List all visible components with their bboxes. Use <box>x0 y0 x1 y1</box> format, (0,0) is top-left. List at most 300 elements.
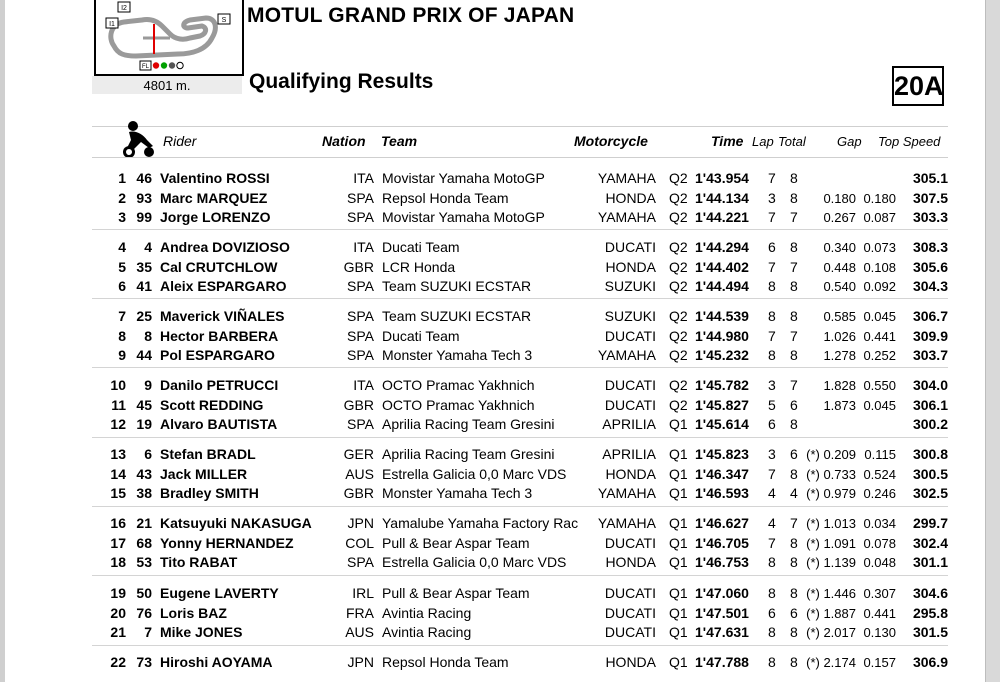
nation-cell: AUS <box>345 465 374 482</box>
gap-to-previous-cell: 0.045 <box>863 309 896 324</box>
motorcycle-cell: DUCATI <box>604 377 656 393</box>
team-cell: Team SUZUKI ECSTAR <box>382 308 532 324</box>
best-lap-cell: 3 <box>768 189 776 206</box>
total-laps-cell: 8 <box>790 278 798 294</box>
group-separator <box>92 229 948 230</box>
rider-number-cell: 6 <box>144 446 152 462</box>
best-lap-cell: 8 <box>768 624 776 640</box>
gap-to-first-cell: 0.540 <box>823 279 856 294</box>
gap-to-previous-cell: 0.092 <box>863 279 896 294</box>
session-cell: Q2 <box>669 327 688 344</box>
total-laps-cell: 4 <box>790 485 798 501</box>
header-total: Total <box>778 134 806 149</box>
top-speed-cell: 306.1 <box>912 396 948 413</box>
table-row <box>0 444 985 464</box>
rider-name-cell: Bradley SMITH <box>160 485 259 501</box>
best-lap-cell: 3 <box>768 377 776 393</box>
lap-time-cell: 1'44.539 <box>695 308 749 324</box>
position-cell: 22 <box>110 654 126 670</box>
group-separator <box>92 506 948 507</box>
rider-name-cell: Jorge LORENZO <box>160 209 271 225</box>
total-laps-cell: 8 <box>790 654 798 670</box>
position-cell: 2 <box>118 189 126 206</box>
rider-number-cell: 9 <box>144 377 152 393</box>
gap-to-first-cell: (*) 2.174 <box>806 655 856 670</box>
top-speed-cell: 300.2 <box>912 416 948 432</box>
nation-cell: SPA <box>347 308 374 324</box>
svg-text:I1: I1 <box>109 21 115 28</box>
team-cell: OCTO Pramac Yakhnich <box>382 377 535 393</box>
gap-to-previous-cell: 0.045 <box>863 397 896 413</box>
session-cell: Q2 <box>669 189 688 206</box>
team-cell: Avintia Racing <box>382 624 472 640</box>
best-lap-cell: 8 <box>768 585 776 601</box>
lap-time-cell: 1'46.593 <box>695 485 749 501</box>
session-cell: Q1 <box>669 554 688 570</box>
best-lap-cell: 4 <box>768 485 776 501</box>
lap-time-cell: 1'44.402 <box>695 258 749 275</box>
table-row <box>0 652 985 672</box>
rider-name-cell: Cal CRUTCHLOW <box>160 258 278 275</box>
header-bottom-rule <box>92 157 948 158</box>
gap-to-previous-cell: 0.550 <box>863 378 896 393</box>
svg-text:S: S <box>221 17 227 24</box>
nation-cell: GER <box>343 446 374 462</box>
lap-time-cell: 1'46.705 <box>695 534 749 551</box>
session-cell: Q2 <box>669 278 688 294</box>
motorcycle-cell: DUCATI <box>604 585 656 601</box>
top-speed-cell: 309.9 <box>912 327 948 344</box>
session-cell: Q2 <box>669 209 688 225</box>
total-laps-cell: 8 <box>790 534 798 551</box>
group-separator <box>92 298 948 299</box>
rider-name-cell: Andrea DOVIZIOSO <box>160 239 290 255</box>
rider-name-cell: Valentino ROSSI <box>160 170 270 186</box>
session-cell: Q1 <box>669 446 688 462</box>
svg-text:I2: I2 <box>121 5 127 12</box>
header-time: Time <box>711 133 744 149</box>
position-cell: 14 <box>110 465 126 482</box>
top-speed-cell: 305.6 <box>912 258 948 275</box>
best-lap-cell: 7 <box>768 258 776 275</box>
top-speed-cell: 307.5 <box>912 189 948 206</box>
table-row <box>0 622 985 642</box>
best-lap-cell: 5 <box>768 396 776 413</box>
gap-to-first-cell: 0.340 <box>823 240 856 255</box>
best-lap-cell: 6 <box>768 239 776 255</box>
event-title: MOTUL GRAND PRIX OF JAPAN <box>247 4 575 27</box>
rider-number-cell: 8 <box>144 327 152 344</box>
rider-number-cell: 21 <box>136 515 152 531</box>
best-lap-cell: 7 <box>768 465 776 482</box>
nation-cell: GBR <box>343 485 374 501</box>
motorcycle-cell: DUCATI <box>604 624 656 640</box>
total-laps-cell: 8 <box>790 624 798 640</box>
rider-name-cell: Pol ESPARGARO <box>160 347 275 363</box>
nation-cell: ITA <box>353 239 374 255</box>
header-team: Team <box>381 133 418 149</box>
best-lap-cell: 8 <box>768 654 776 670</box>
lap-time-cell: 1'47.501 <box>695 604 749 621</box>
top-speed-cell: 302.4 <box>912 534 948 551</box>
session-cell: Q2 <box>669 239 688 255</box>
motorcycle-cell: HONDA <box>605 258 656 275</box>
team-cell: Team SUZUKI ECSTAR <box>382 278 532 294</box>
position-cell: 18 <box>110 554 126 570</box>
gap-to-previous-cell: 0.034 <box>863 516 896 531</box>
total-laps-cell: 6 <box>790 604 798 621</box>
gap-to-previous-cell: 0.157 <box>863 655 896 670</box>
table-row <box>0 414 985 434</box>
finish-marker-icon <box>177 62 183 68</box>
rider-name-cell: Aleix ESPARGARO <box>160 278 287 294</box>
table-row <box>0 237 985 257</box>
lap-time-cell: 1'44.294 <box>695 239 749 255</box>
red-light-icon <box>153 62 159 68</box>
rider-name-cell: Marc MARQUEZ <box>160 189 268 206</box>
rider-number-cell: 53 <box>136 554 152 570</box>
lap-time-cell: 1'44.494 <box>695 278 749 294</box>
nation-cell: SPA <box>347 327 374 344</box>
nation-cell: ITA <box>353 377 374 393</box>
gap-to-first-cell: (*) 0.733 <box>806 466 856 482</box>
nation-cell: JPN <box>347 515 374 531</box>
position-cell: 17 <box>110 534 126 551</box>
nation-cell: AUS <box>345 624 374 640</box>
motorcycle-cell: HONDA <box>605 465 656 482</box>
position-cell: 6 <box>118 278 126 294</box>
rider-number-cell: 4 <box>144 239 152 255</box>
team-cell: Ducati Team <box>382 239 460 255</box>
group-separator <box>92 645 948 646</box>
team-cell: Aprilia Racing Team Gresini <box>382 446 555 462</box>
gap-to-first-cell: (*) 2.017 <box>806 625 856 640</box>
total-laps-cell: 8 <box>790 239 798 255</box>
table-row <box>0 326 985 346</box>
header-lap: Lap <box>752 134 774 149</box>
gap-to-first-cell: 1.828 <box>823 378 856 393</box>
gap-to-previous-cell: 0.048 <box>863 555 896 570</box>
rider-name-cell: Jack MILLER <box>160 465 248 482</box>
rider-name-cell: Alvaro BAUTISTA <box>160 416 278 432</box>
rider-number-cell: 41 <box>136 278 152 294</box>
motorcycle-cell: DUCATI <box>604 396 656 413</box>
top-speed-cell: 304.3 <box>912 278 948 294</box>
top-speed-cell: 304.0 <box>912 377 948 393</box>
session-title: Qualifying Results <box>249 70 434 93</box>
rider-name-cell: Eugene LAVERTY <box>160 585 279 601</box>
best-lap-cell: 7 <box>768 170 776 186</box>
rider-number-cell: 25 <box>136 308 152 324</box>
team-cell: Movistar Yamaha MotoGP <box>382 170 545 186</box>
lap-time-cell: 1'45.782 <box>695 377 749 393</box>
rider-name-cell: Yonny HERNANDEZ <box>160 534 294 551</box>
total-laps-cell: 8 <box>790 416 798 432</box>
position-cell: 19 <box>110 585 126 601</box>
team-cell: Monster Yamaha Tech 3 <box>382 347 533 363</box>
top-speed-cell: 299.7 <box>912 515 948 531</box>
session-cell: Q1 <box>669 515 688 531</box>
gap-to-previous-cell: 0.524 <box>863 466 896 482</box>
position-cell: 7 <box>118 308 126 324</box>
session-cell: Q1 <box>669 416 688 432</box>
top-speed-cell: 300.5 <box>912 465 948 482</box>
total-laps-cell: 8 <box>790 347 798 363</box>
gap-to-first-cell: (*) 1.013 <box>806 516 856 531</box>
rider-number-cell: 46 <box>136 170 152 186</box>
rider-motorcycle-icon <box>119 120 159 160</box>
rider-number-cell: 35 <box>136 258 152 275</box>
top-speed-cell: 305.1 <box>912 170 948 186</box>
position-cell: 10 <box>110 377 126 393</box>
position-cell: 21 <box>110 624 126 640</box>
position-cell: 5 <box>118 258 126 275</box>
total-laps-cell: 8 <box>790 170 798 186</box>
gap-to-first-cell: (*) 1.139 <box>806 555 856 570</box>
lap-time-cell: 1'44.221 <box>695 209 749 225</box>
gap-to-first-cell: (*) 1.091 <box>806 535 856 551</box>
team-cell: Movistar Yamaha MotoGP <box>382 209 545 225</box>
table-row <box>0 257 985 277</box>
table-row <box>0 188 985 208</box>
team-cell: LCR Honda <box>382 258 456 275</box>
rider-number-cell: 45 <box>136 396 152 413</box>
motorcycle-cell: SUZUKI <box>604 308 656 324</box>
gap-to-first-cell: 0.448 <box>823 259 856 275</box>
total-laps-cell: 7 <box>790 327 798 344</box>
top-speed-cell: 301.1 <box>912 554 948 570</box>
team-cell: Pull & Bear Aspar Team <box>382 534 530 551</box>
position-cell: 3 <box>118 209 126 225</box>
motorcycle-cell: DUCATI <box>604 327 656 344</box>
motorcycle-cell: APRILIA <box>602 416 656 432</box>
session-cell: Q2 <box>669 396 688 413</box>
lap-time-cell: 1'46.347 <box>695 465 749 482</box>
best-lap-cell: 6 <box>768 416 776 432</box>
motorcycle-cell: YAMAHA <box>597 170 656 186</box>
motorcycle-cell: DUCATI <box>604 239 656 255</box>
session-cell: Q1 <box>669 654 688 670</box>
track-layout-icon <box>96 0 242 74</box>
session-cell: Q1 <box>669 534 688 551</box>
session-cell: Q2 <box>669 170 688 186</box>
gap-to-first-cell: 0.180 <box>823 190 856 206</box>
top-speed-cell: 303.3 <box>912 209 948 225</box>
gap-to-previous-cell: 0.252 <box>863 348 896 363</box>
lap-time-cell: 1'47.631 <box>695 624 749 640</box>
top-speed-cell: 301.5 <box>912 624 948 640</box>
team-cell: OCTO Pramac Yakhnich <box>382 396 535 413</box>
gap-to-previous-cell: 0.087 <box>863 210 896 225</box>
nation-cell: SPA <box>347 347 374 363</box>
motorcycle-cell: APRILIA <box>602 446 656 462</box>
document-number: 20A <box>892 66 944 106</box>
rider-number-cell: 44 <box>136 347 152 363</box>
position-cell: 9 <box>118 347 126 363</box>
top-speed-cell: 304.6 <box>912 585 948 601</box>
rider-name-cell: Danilo PETRUCCI <box>160 377 279 393</box>
table-row <box>0 375 985 395</box>
lap-time-cell: 1'45.823 <box>695 446 749 462</box>
rider-number-cell: 7 <box>144 624 152 640</box>
gap-to-previous-cell: 0.180 <box>863 190 896 206</box>
position-cell: 1 <box>118 170 126 186</box>
nation-cell: COL <box>345 534 374 551</box>
session-cell: Q1 <box>669 485 688 501</box>
header-nation: Nation <box>322 133 366 149</box>
motorcycle-cell: HONDA <box>605 654 656 670</box>
rider-number-cell: 68 <box>136 534 152 551</box>
nation-cell: SPA <box>347 554 374 570</box>
session-cell: Q1 <box>669 465 688 482</box>
table-row <box>0 583 985 603</box>
team-cell: Repsol Honda Team <box>382 189 509 206</box>
motorcycle-cell: HONDA <box>605 189 656 206</box>
gap-to-previous-cell: 0.130 <box>863 625 896 640</box>
total-laps-cell: 8 <box>790 554 798 570</box>
grey-light-icon <box>169 62 175 68</box>
rider-number-cell: 19 <box>136 416 152 432</box>
table-row <box>0 276 985 296</box>
team-cell: Ducati Team <box>382 327 460 344</box>
session-cell: Q1 <box>669 585 688 601</box>
top-speed-cell: 303.7 <box>912 347 948 363</box>
rider-name-cell: Hector BARBERA <box>160 327 279 344</box>
gap-to-previous-cell: 0.441 <box>863 328 896 344</box>
rider-number-cell: 76 <box>136 604 152 621</box>
lap-time-cell: 1'46.753 <box>695 554 749 570</box>
rider-number-cell: 50 <box>136 585 152 601</box>
nation-cell: SPA <box>347 189 374 206</box>
table-row <box>0 483 985 503</box>
gap-to-first-cell: (*) 1.446 <box>806 586 856 601</box>
header-gap: Gap <box>837 134 862 149</box>
position-cell: 4 <box>118 239 126 255</box>
header-top-rule <box>92 126 948 127</box>
lap-time-cell: 1'44.980 <box>695 327 749 344</box>
gap-to-first-cell: (*) 0.209 <box>806 447 856 462</box>
motorcycle-cell: YAMAHA <box>597 209 656 225</box>
table-row <box>0 395 985 415</box>
gap-to-previous-cell: 0.441 <box>863 605 896 621</box>
group-separator <box>92 575 948 576</box>
lap-time-cell: 1'43.954 <box>695 170 749 186</box>
table-row <box>0 513 985 533</box>
header-motorcycle: Motorcycle <box>574 133 648 149</box>
table-row <box>0 603 985 623</box>
gap-to-first-cell: 1.873 <box>823 397 856 413</box>
header-rider: Rider <box>163 133 197 149</box>
gap-to-previous-cell: 0.307 <box>863 586 896 601</box>
gap-to-first-cell: 0.585 <box>823 309 856 324</box>
group-separator <box>92 437 948 438</box>
gap-to-previous-cell: 0.073 <box>863 240 896 255</box>
position-cell: 8 <box>118 327 126 344</box>
table-row <box>0 207 985 227</box>
position-cell: 13 <box>110 446 126 462</box>
team-cell: Avintia Racing <box>382 604 472 621</box>
rider-name-cell: Maverick VIÑALES <box>160 308 285 324</box>
best-lap-cell: 4 <box>768 515 776 531</box>
nation-cell: GBR <box>343 396 374 413</box>
motorcycle-cell: DUCATI <box>604 604 656 621</box>
team-cell: Yamalube Yamaha Factory Rac <box>382 515 579 531</box>
motorcycle-cell: YAMAHA <box>597 515 656 531</box>
position-cell: 15 <box>110 485 126 501</box>
lap-time-cell: 1'47.060 <box>695 585 749 601</box>
total-laps-cell: 8 <box>790 585 798 601</box>
motorcycle-cell: HONDA <box>605 554 656 570</box>
team-cell: Monster Yamaha Tech 3 <box>382 485 533 501</box>
top-speed-cell: 308.3 <box>912 239 948 255</box>
session-cell: Q1 <box>669 604 688 621</box>
table-row <box>0 552 985 572</box>
nation-cell: GBR <box>343 258 374 275</box>
svg-text:FL: FL <box>141 64 150 70</box>
nation-cell: SPA <box>347 209 374 225</box>
header-top-speed: Top Speed <box>878 134 941 149</box>
gap-to-previous-cell: 0.108 <box>863 259 896 275</box>
green-light-icon <box>161 62 167 68</box>
top-speed-cell: 302.5 <box>912 485 948 501</box>
session-cell: Q1 <box>669 624 688 640</box>
lap-time-cell: 1'47.788 <box>695 654 749 670</box>
position-cell: 20 <box>110 604 126 621</box>
gap-to-previous-cell: 0.078 <box>863 535 896 551</box>
position-cell: 11 <box>111 396 126 413</box>
group-separator <box>92 367 948 368</box>
team-cell: Aprilia Racing Team Gresini <box>382 416 555 432</box>
best-lap-cell: 8 <box>768 554 776 570</box>
position-cell: 12 <box>110 416 126 432</box>
table-row <box>0 533 985 553</box>
total-laps-cell: 7 <box>790 209 798 225</box>
position-cell: 16 <box>110 515 126 531</box>
best-lap-cell: 6 <box>768 604 776 621</box>
team-cell: Estrella Galicia 0,0 Marc VDS <box>382 465 567 482</box>
total-laps-cell: 7 <box>790 377 798 393</box>
top-speed-cell: 306.9 <box>912 654 948 670</box>
gap-to-previous-cell: 0.115 <box>864 447 896 462</box>
gap-to-first-cell: (*) 0.979 <box>806 486 856 501</box>
nation-cell: SPA <box>347 416 374 432</box>
top-speed-cell: 295.8 <box>912 604 948 621</box>
track-map <box>94 0 244 76</box>
rider-name-cell: Katsuyuki NAKASUGA <box>160 515 312 531</box>
top-speed-cell: 306.7 <box>912 308 948 324</box>
rider-name-cell: Loris BAZ <box>160 604 227 621</box>
session-cell: Q2 <box>669 258 688 275</box>
lap-time-cell: 1'44.134 <box>695 189 749 206</box>
gap-to-first-cell: (*) 1.887 <box>806 605 856 621</box>
rider-name-cell: Stefan BRADL <box>160 446 256 462</box>
rider-name-cell: Hiroshi AOYAMA <box>160 654 273 670</box>
rider-name-cell: Mike JONES <box>160 624 243 640</box>
motorcycle-cell: DUCATI <box>604 534 656 551</box>
table-row <box>0 345 985 365</box>
best-lap-cell: 8 <box>768 278 776 294</box>
best-lap-cell: 7 <box>768 534 776 551</box>
gap-to-first-cell: 0.267 <box>823 210 856 225</box>
vertical-scrollbar[interactable] <box>985 0 1000 682</box>
total-laps-cell: 8 <box>790 465 798 482</box>
total-laps-cell: 7 <box>790 515 798 531</box>
total-laps-cell: 8 <box>790 189 798 206</box>
track-length: 4801 m. <box>92 76 242 94</box>
rider-number-cell: 93 <box>136 189 152 206</box>
rider-number-cell: 99 <box>136 209 152 225</box>
session-cell: Q2 <box>669 308 688 324</box>
